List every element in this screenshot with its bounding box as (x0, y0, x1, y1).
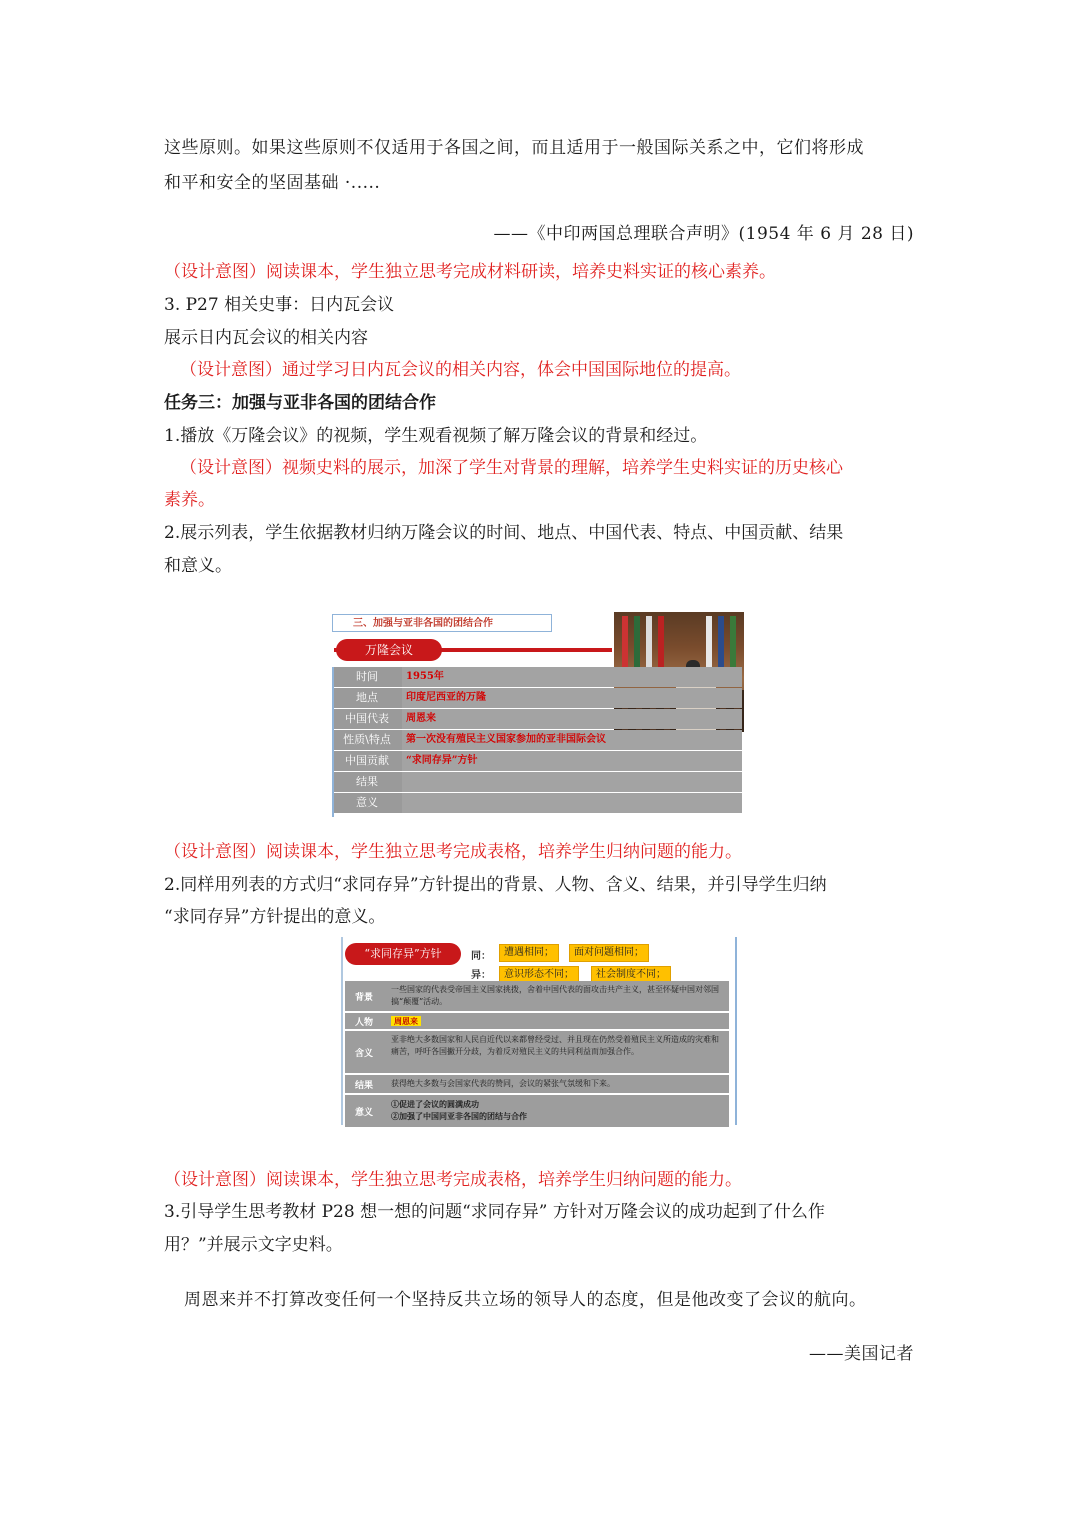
item-3-think: 3.引导学生思考教材 P28 想一想的问题“求同存异” 方针对万隆会议的成功起到了什么作 (164, 1202, 825, 1222)
row-value (402, 793, 742, 813)
table-row (345, 1013, 729, 1029)
row-label: 意义 (354, 1107, 373, 1118)
row-value: 获得绝大多数与会国家代表的赞同，会议的紧张气氛缓和下来。 (391, 1079, 615, 1088)
table-row (334, 688, 742, 708)
table-row (345, 981, 729, 1011)
row-label: 时间 (356, 670, 378, 683)
bandung-title-pill: 万隆会议 (336, 639, 442, 661)
row-label: 中国代表 (345, 712, 389, 725)
quote-line-2: 和平和安全的坚固基础 ·..... (164, 173, 381, 193)
row-label: 中国贡献 (345, 754, 389, 767)
seek-common-ground-figure (341, 937, 737, 1125)
row-label: 结果 (356, 775, 378, 788)
bandung-table-figure (332, 612, 744, 817)
row-value: 一些国家的代表受帝国主义国家挑拨，舍着中国代表的面攻击共产主义，甚至怀疑中国对邻国搞“颠覆”活动。 (391, 985, 719, 1006)
row-label: 含义 (354, 1048, 373, 1059)
row-label: 背景 (354, 992, 373, 1003)
table-row (334, 667, 742, 687)
geneva-display: 展示日内瓦会议的相关内容 (164, 328, 368, 348)
row-label: 性质\特点 (343, 733, 391, 746)
design-intent-2: （设计意图）通过学习日内瓦会议的相关内容，体会中国国际地位的提高。 (180, 360, 741, 380)
row-value: 第一次没有殖民主义国家参加的亚非国际会议 (402, 730, 742, 750)
design-intent-1: （设计意图）阅读课本，学生独立思考完成材料研读，培养史料实证的核心素养。 (164, 262, 776, 282)
same-label: 同： (471, 951, 491, 962)
row-value: 周恩来 (391, 1016, 421, 1026)
quote-source: ——《中印两国总理联合声明》(1954 年 6 月 28 日) (493, 224, 914, 244)
row-value (402, 772, 742, 792)
table-row (345, 1031, 729, 1073)
item-3-think-cont: 用？”并展示文字史料。 (164, 1235, 343, 1255)
figure-header: 三、加强与亚非各国的团结合作 (332, 614, 552, 632)
bandung-summary-table (334, 667, 742, 814)
diff-label: 异： (471, 970, 491, 981)
task-three-heading: 任务三：加强与亚非各国的团结合作 (164, 393, 436, 413)
table-row (334, 793, 742, 813)
item-1-video: 1.播放《万隆会议》的视频，学生观看视频了解万隆会议的背景和经过。 (164, 426, 708, 446)
reporter-quote: 周恩来并不打算改变任何一个坚持反共立场的领导人的态度，但是他改变了会议的航向。 (184, 1290, 867, 1310)
table-row (345, 1095, 729, 1127)
row-value: “求同存异”方针 (402, 751, 742, 771)
row-value: 周恩来 (402, 709, 742, 729)
row-label: 结果 (354, 1080, 373, 1091)
same-tag-2: 面对问题相同； (569, 944, 649, 962)
diff-tag-1: 意识形态不同； (499, 966, 579, 984)
policy-summary-table (345, 981, 729, 1129)
design-intent-5: （设计意图）阅读课本，学生独立思考完成表格，培养学生归纳问题的能力。 (164, 1170, 742, 1190)
table-row (345, 1075, 729, 1093)
design-intent-4: （设计意图）阅读课本，学生独立思考完成表格，培养学生归纳问题的能力。 (164, 842, 742, 862)
diff-tag-2: 社会制度不同； (591, 966, 671, 984)
table-row (334, 709, 742, 729)
policy-title-pill: “求同存异”方针 (345, 943, 461, 965)
row-label: 人物 (354, 1017, 373, 1028)
significance-1: ①促进了会议的圆满成功 (391, 1099, 479, 1109)
significance-2: ②加强了中国同亚非各国的团结与合作 (391, 1111, 527, 1121)
item-2-seek-common: 2.同样用列表的方式归“求同存异”方针提出的背景、人物、含义、结果，并引导学生归纳 (164, 875, 827, 895)
item-2-table: 2.展示列表，学生依据教材归纳万隆会议的时间、地点、中国代表、特点、中国贡献、结果 (164, 523, 844, 543)
quote-line-1: 这些原则。如果这些原则不仅适用于各国之间，而且适用于一般国际关系之中，它们将形成 (164, 138, 864, 158)
item-2-table-cont: 和意义。 (164, 556, 232, 576)
table-row (334, 772, 742, 792)
design-intent-3: （设计意图）视频史料的展示，加深了学生对背景的理解，培养学生史料实证的历史核心 (180, 458, 843, 478)
item-2-seek-common-cont: “求同存异”方针提出的意义。 (164, 907, 386, 927)
row-value: 亚非绝大多数国家和人民自近代以来都曾经受过、并且现在仍然受着殖民主义所造成的灾难和痛苦，呼吁各国撇开分歧，为着反对殖民主义的共同利益而加强合作。 (391, 1035, 719, 1056)
reporter-source: ——美国记者 (809, 1344, 914, 1364)
item-3-geneva: 3. P27 相关史事：日内瓦会议 (164, 295, 395, 315)
row-label: 地点 (356, 691, 378, 704)
design-intent-3-cont: 素养。 (164, 490, 215, 510)
table-row (334, 730, 742, 750)
row-label: 意义 (356, 796, 378, 809)
row-value: 印度尼西亚的万隆 (402, 688, 742, 708)
same-tag-1: 遭遇相同； (499, 944, 559, 962)
table-row (334, 751, 742, 771)
row-value: 1955年 (402, 667, 742, 687)
